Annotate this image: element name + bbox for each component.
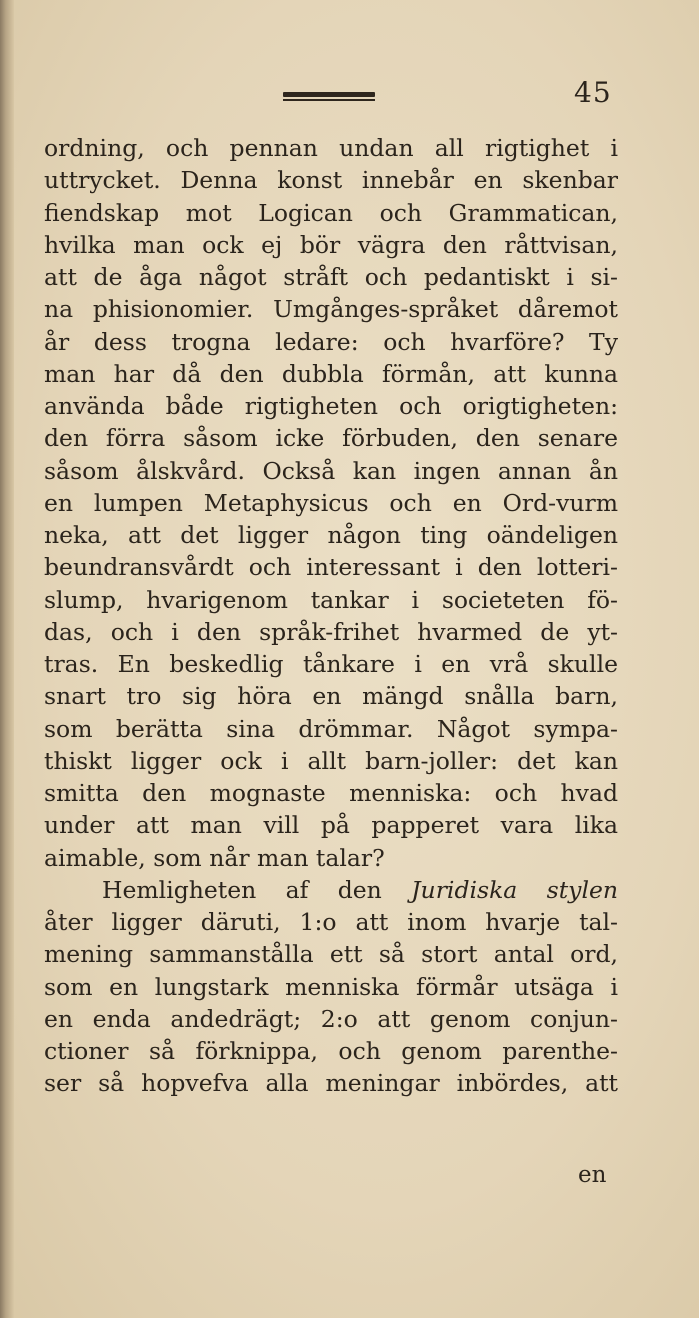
text-line-19: som berätta sina drömmar. Något sympa- (44, 714, 618, 743)
text-line-16: das, och i den språk-frihet hvarmed de yt- (44, 617, 618, 646)
text-line-11: såsom ålskvård. Också kan ingen annan ån (44, 456, 618, 485)
text-line-17: tras. En beskedlig tånkare i en vrå skulle (44, 650, 618, 678)
binding-edge (0, 0, 14, 1318)
header-rule-thick (283, 92, 375, 97)
text-line-2: uttrycket. Denna konst innebår en skenbar (44, 166, 618, 195)
text-line-28: en enda andedrägt; 2:o att genom conjun- (44, 1004, 618, 1033)
text-line-15: slump, hvarigenom tankar i societeten fö- (44, 585, 618, 614)
text-line-23: aimable, som når man talar? (44, 843, 385, 872)
text-line-26: mening sammanstålla ett så stort antal ord, (44, 940, 618, 969)
text-line-14: beundransvårdt och interessant i den lotteri- (44, 553, 618, 582)
text-line-9: använda både rigtigheten och origtigheten: (44, 392, 618, 420)
text-line-7: år dess trogna ledare: och hvarföre? Ty (44, 327, 618, 356)
text-line-29: ctioner så förknippa, och genom parenthe- (44, 1037, 618, 1065)
text-line-27: som en lungstark menniska förmår utsäga i (44, 972, 618, 1001)
text-line-6: na phisionomier. Umgånges-språket dåremot (44, 295, 618, 324)
text-line-5: att de åga något stråft och pedantiskt i si- (44, 263, 618, 291)
page-number: 45 (574, 76, 612, 109)
text-line-22: under att man vill på papperet vara lika (44, 811, 618, 840)
text-line-10: den förra såsom icke förbuden, den senare (44, 424, 618, 453)
text-line-30: ser så hopvefva alla meningar inbördes, att (44, 1069, 618, 1098)
catchword: en (578, 1162, 607, 1188)
text-line-12: en lumpen Metaphysicus och en Ord-vurm (44, 488, 618, 517)
text-line-3: fiendskap mot Logican och Grammatican, (44, 198, 618, 227)
text-line-1: ordning, och pennan undan all rigtighet i (44, 134, 618, 162)
header-rule-thin (283, 99, 375, 101)
text-line-4: hvilka man ock ej bör vägra den råttvisan, (44, 230, 618, 259)
header-ornament-rule (283, 92, 375, 101)
text-line-21: smitta den mognaste menniska: och hvad (44, 779, 618, 807)
text-line-18: snart tro sig höra en mängd snålla barn, (44, 682, 618, 711)
body-text (44, 132, 618, 1100)
text-line-24 (44, 874, 618, 906)
line-24-prefix: Hemligheten af den (102, 875, 412, 904)
text-line-13: neka, att det ligger någon ting oändeligen (44, 521, 618, 549)
juridiska-stylen-emphasis: Juridiska stylen (411, 875, 619, 904)
text-line-20: thiskt ligger ock i allt barn-joller: det kan (44, 746, 618, 775)
text-line-8: man har då den dubbla förmån, att kunna (44, 359, 618, 388)
text-line-25: åter ligger däruti, 1:o att inom hvarje tal- (44, 908, 618, 936)
